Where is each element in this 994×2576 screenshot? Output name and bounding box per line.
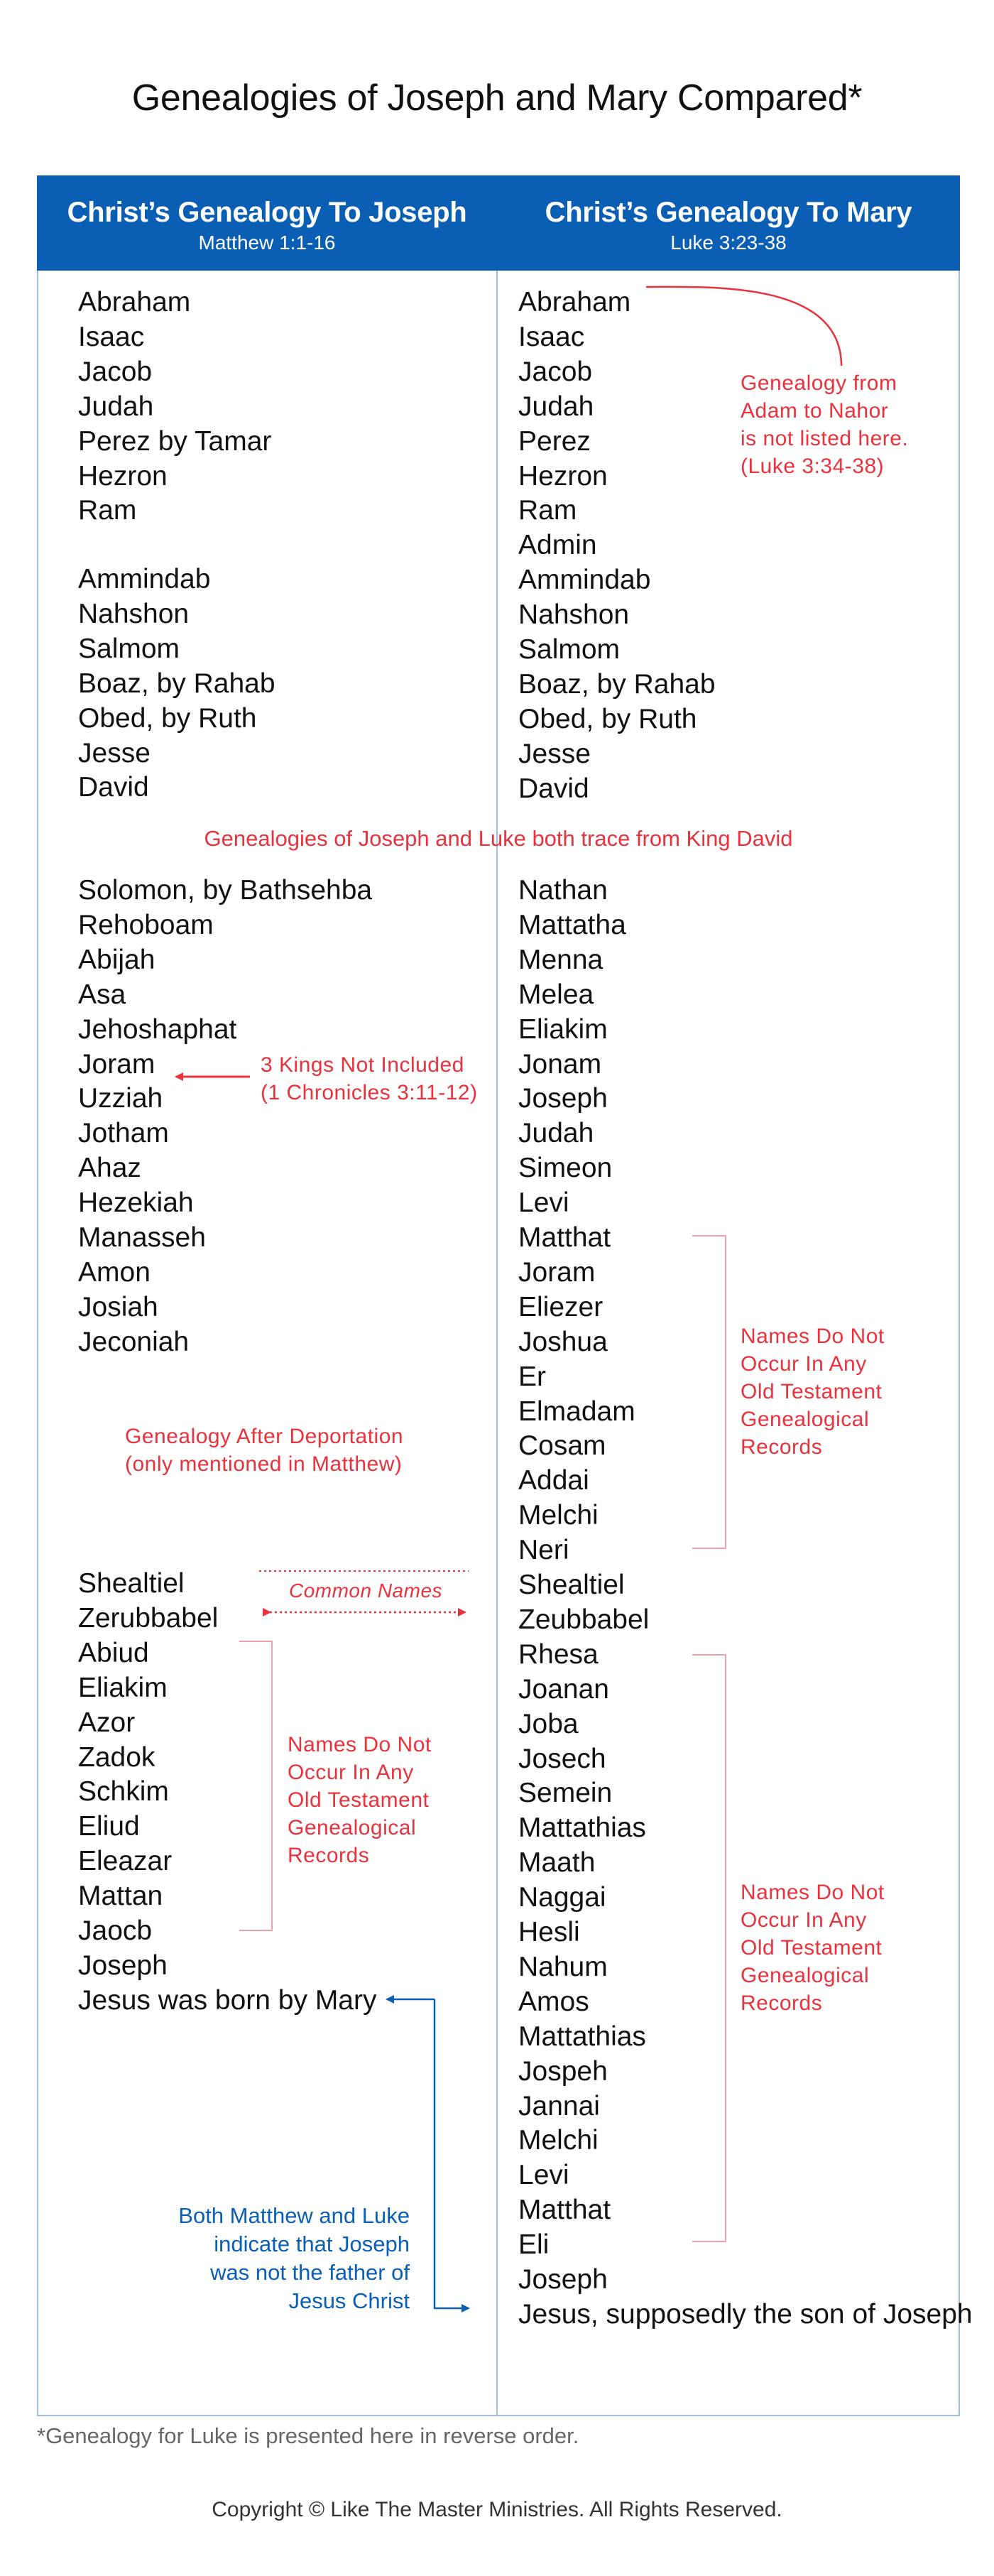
note-line: is not listed here. — [741, 427, 909, 450]
note-common-names: Common Names — [288, 1580, 443, 1602]
note-line: Genealogical — [288, 1816, 417, 1839]
genealogy-name: Perez by Tamar — [78, 425, 272, 457]
genealogy-name: Jaocb — [78, 1915, 153, 1946]
genealogy-name: Abijah — [78, 944, 155, 975]
genealogy-name: Josech — [518, 1743, 606, 1774]
genealogy-name: Jesus was born by Mary — [78, 1984, 377, 2016]
genealogy-name: David — [78, 772, 149, 803]
note-line: indicate that Joseph — [214, 2232, 410, 2256]
genealogy-name: Eliezer — [518, 1291, 604, 1322]
genealogy-name: Judah — [518, 391, 594, 422]
genealogy-name: Er — [518, 1361, 546, 1392]
genealogy-name: Schkim — [78, 1776, 169, 1808]
genealogy-name: Hezron — [78, 460, 168, 491]
genealogy-name: Asa — [78, 979, 126, 1010]
genealogy-name: Jacob — [78, 356, 153, 387]
note-line: Names Do Not — [288, 1733, 432, 1756]
genealogy-name: Amon — [78, 1256, 151, 1288]
genealogy-name: Neri — [518, 1535, 569, 1566]
bracket-mary-1 — [692, 1236, 726, 1548]
genealogy-name: Nahshon — [518, 599, 630, 631]
header-joseph-ref: Matthew 1:1-16 — [198, 232, 336, 254]
genealogy-name: Jesus, supposedly the son of Joseph — [518, 2298, 973, 2330]
genealogy-name: Joram — [78, 1048, 155, 1080]
genealogy-name: Levi — [518, 2160, 569, 2191]
genealogy-name: Ram — [518, 495, 577, 526]
genealogy-name: Menna — [518, 944, 604, 975]
genealogy-name: Boaz, by Rahab — [518, 668, 716, 700]
connector-jesus — [435, 1999, 469, 2308]
page-title: Genealogies of Joseph and Mary Compared* — [131, 77, 863, 119]
genealogy-name: Amos — [518, 1986, 589, 2017]
note-line: Occur In Any — [288, 1761, 414, 1784]
genealogy-name: Joba — [518, 1708, 579, 1739]
genealogy-name: Jotham — [78, 1118, 169, 1149]
note-line: was not the father of — [210, 2260, 410, 2285]
genealogy-name: Jonam — [518, 1048, 602, 1080]
header-mary-title: Christ’s Genealogy To Mary — [545, 197, 912, 228]
genealogy-name: Isaac — [518, 321, 585, 352]
genealogy-name: Cosam — [518, 1430, 606, 1462]
header-mary-ref: Luke 3:23-38 — [670, 232, 787, 254]
genealogy-name: Mattathias — [518, 1813, 646, 1844]
genealogy-name: Jeconiah — [78, 1326, 190, 1357]
genealogy-name: Ahaz — [78, 1153, 141, 1184]
genealogy-name: Admin — [518, 530, 597, 561]
genealogy-name: Mattathias — [518, 2021, 646, 2052]
genealogy-name: Obed, by Ruth — [518, 703, 697, 734]
note-line: Records — [288, 1844, 370, 1867]
genealogy-name: Zadok — [78, 1741, 155, 1773]
genealogy-name: Jehoshaphat — [78, 1013, 237, 1045]
genealogy-name: Ammindab — [78, 564, 211, 594]
genealogy-name: Joram — [518, 1256, 596, 1288]
note-line: Records — [741, 1435, 823, 1459]
genealogy-name: Addai — [518, 1465, 589, 1496]
note-line: Old Testament — [741, 1936, 883, 1960]
genealogy-name: Uzziah — [78, 1083, 163, 1114]
genealogy-name: Joseph — [78, 1950, 168, 1981]
genealogy-name: Zeubbabel — [518, 1604, 650, 1635]
note-line: (only mentioned in Matthew) — [125, 1452, 403, 1476]
note-line: Names Do Not — [741, 1325, 885, 1348]
genealogy-name: Melea — [518, 979, 594, 1010]
genealogy-name: Isaac — [78, 321, 145, 352]
genealogy-name: Melchi — [518, 2125, 599, 2156]
genealogy-name: Nahshon — [78, 598, 190, 629]
genealogy-name: Eliakim — [78, 1672, 168, 1703]
genealogy-name: Salmom — [518, 634, 621, 665]
note-line: Occur In Any — [741, 1908, 867, 1932]
genealogy-name: Jesse — [78, 737, 151, 768]
genealogy-name: Nahum — [518, 1951, 608, 1982]
genealogy-name: Zerubbabel — [78, 1602, 219, 1634]
genealogy-name: Salmom — [78, 633, 180, 664]
genealogy-name: Boaz, by Rahab — [78, 668, 275, 699]
genealogy-name: Perez — [518, 425, 591, 457]
genealogy-name: Obed, by Ruth — [78, 702, 257, 734]
genealogy-name: Ammindab — [518, 565, 651, 596]
genealogy-name: Manasseh — [78, 1222, 206, 1253]
note-line: Old Testament — [288, 1788, 430, 1812]
genealogy-name: Mattatha — [518, 909, 626, 940]
genealogy-name: Judah — [78, 391, 154, 422]
genealogy-name: Josiah — [78, 1291, 158, 1322]
genealogy-name: Jospeh — [518, 2055, 608, 2087]
note-line: Records — [741, 1991, 823, 2015]
note-line: Names Do Not — [741, 1881, 885, 1904]
genealogy-name: Eleazar — [78, 1846, 173, 1877]
note-line: Genealogy After Deportation — [125, 1425, 404, 1448]
genealogy-name: Judah — [518, 1118, 594, 1149]
note-line: 3 Kings Not Included — [261, 1053, 464, 1077]
note-line: Old Testament — [741, 1380, 883, 1403]
note-line: Genealogy from — [741, 371, 897, 395]
genealogy-name: Eliakim — [518, 1013, 608, 1045]
copyright: Copyright © Like The Master Ministries. All Rights Reserved. — [212, 2498, 782, 2521]
genealogy-name: Eli — [518, 2229, 550, 2261]
genealogy-name: Rhesa — [518, 1638, 599, 1670]
note-line: Genealogical — [741, 1408, 870, 1431]
note-line: Adam to Nahor — [741, 399, 889, 423]
genealogy-name: Hezekiah — [78, 1188, 194, 1219]
genealogy-name: Simeon — [518, 1153, 613, 1184]
genealogy-name: Eliud — [78, 1811, 140, 1842]
genealogy-name: Jacob — [518, 356, 593, 387]
genealogy-name: David — [518, 773, 589, 804]
note-line: (Luke 3:34-38) — [741, 455, 885, 478]
genealogy-name: Azor — [78, 1707, 136, 1738]
genealogy-name: Shealtiel — [78, 1568, 185, 1599]
genealogy-name: Maath — [518, 1847, 596, 1879]
genealogy-name: Hesli — [518, 1917, 580, 1947]
genealogy-name: Abraham — [78, 287, 191, 317]
footnote: *Genealogy for Luke is presented here in reverse order. — [37, 2423, 579, 2448]
genealogy-name: Levi — [518, 1188, 569, 1219]
note-line: (1 Chronicles 3:11-12) — [261, 1081, 478, 1104]
note-line: Occur In Any — [741, 1352, 867, 1376]
genealogy-name: Abraham — [518, 287, 631, 317]
genealogy-name: Ram — [78, 495, 137, 526]
david-note: Genealogies of Joseph and Luke both trace from King David — [204, 826, 793, 851]
genealogy-name: Naggai — [518, 1882, 606, 1913]
genealogy-name: Elmadam — [518, 1396, 635, 1427]
genealogy-name: Joanan — [518, 1673, 609, 1705]
genealogy-name: Joshua — [518, 1326, 608, 1357]
genealogy-name: Abiud — [78, 1637, 149, 1668]
genealogy-name: Matthat — [518, 1222, 611, 1253]
genealogy-name: Solomon, by Bathsehba — [78, 875, 373, 906]
genealogy-name: Nathan — [518, 875, 608, 906]
genealogy-name: Semein — [518, 1778, 613, 1809]
genealogy-name: Melchi — [518, 1500, 599, 1531]
genealogy-name: Rehoboam — [78, 909, 214, 940]
curve-adam-nahor — [646, 287, 841, 366]
genealogy-name: Joseph — [518, 2264, 608, 2295]
genealogy-name: Shealtiel — [518, 1570, 625, 1600]
genealogy-name: Jannai — [518, 2090, 600, 2121]
note-line: Genealogical — [741, 1964, 870, 1987]
genealogy-name: Matthat — [518, 2195, 611, 2226]
note-line: Both Matthew and Luke — [178, 2203, 410, 2228]
genealogy-name: Jesse — [518, 738, 591, 769]
note-line: Jesus Christ — [288, 2288, 410, 2313]
header-joseph-title: Christ’s Genealogy To Joseph — [67, 197, 467, 228]
bracket-joseph — [239, 1641, 272, 1930]
genealogy-name: Mattan — [78, 1881, 163, 1912]
genealogy-name: Joseph — [518, 1083, 608, 1114]
bracket-mary-2 — [692, 1655, 726, 2241]
genealogy-name: Hezron — [518, 460, 608, 491]
